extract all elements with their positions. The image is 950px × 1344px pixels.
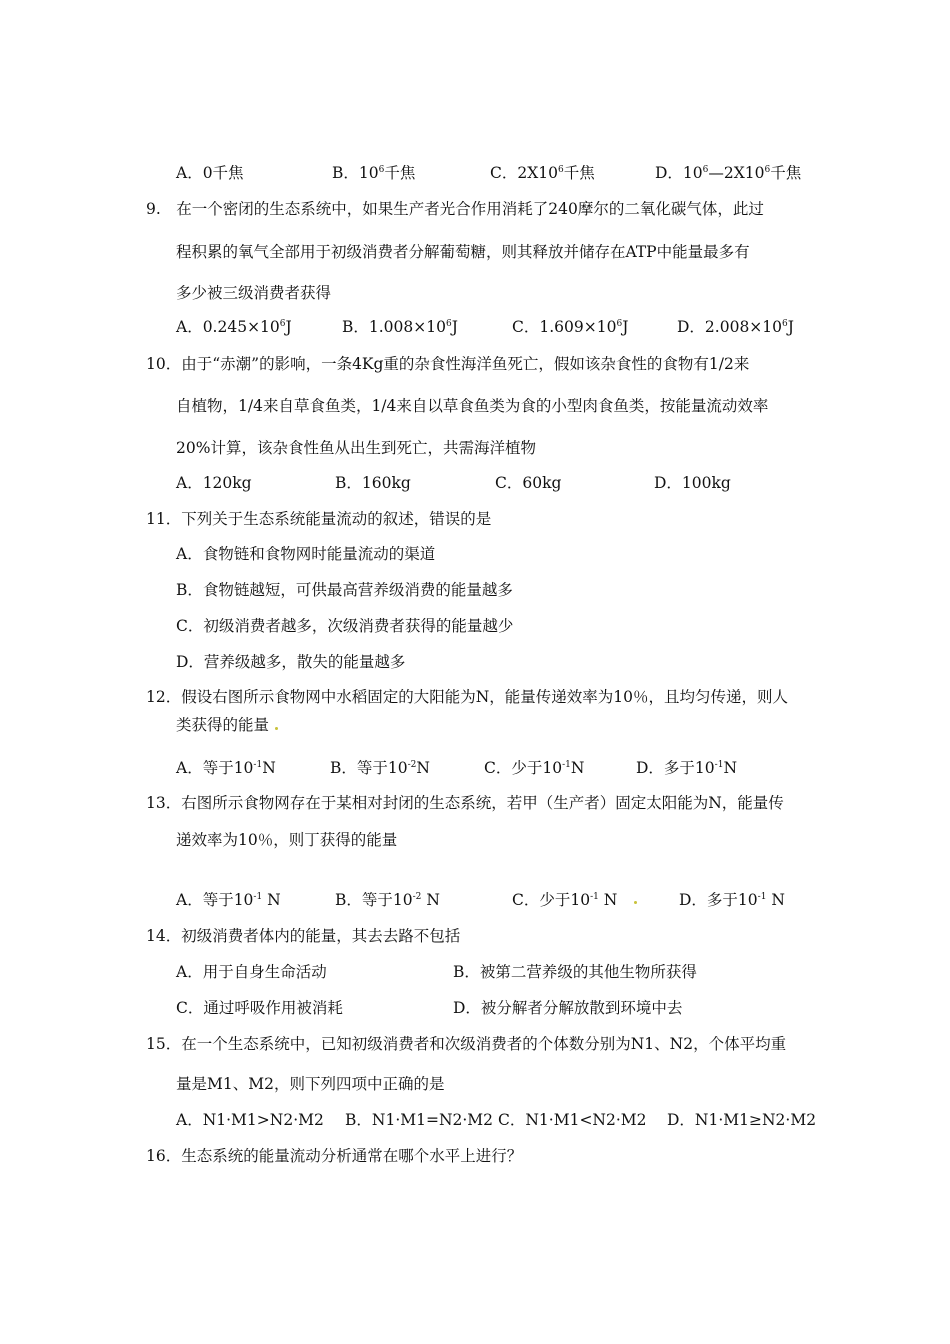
q13-stem-line-2: 递效率为10％，则丁获得的能量 (176, 831, 398, 849)
q9-option-b-unit: J (451, 318, 458, 336)
q9-option-a-text: A．0.245×10 (176, 318, 280, 336)
q10-stem-line-2: 自植物，1/4来自草食鱼类，1/4来自以草食鱼类为食的小型肉食鱼类，按能量流动效率 (176, 397, 769, 415)
q12-option-c-text: C．少于10 (484, 759, 563, 777)
q11-stem: 11．下列关于生态系统能量流动的叙述，错误的是 (146, 510, 492, 528)
q9-stem-line-1: 9. 在一个密闭的生态系统中，如果生产者光合作用消耗了240摩尔的二氧化碳气体，此过 (146, 200, 764, 218)
q12-option-a-unit: N (262, 759, 276, 777)
scan-speck (275, 727, 278, 730)
q8-option-d-unit: 千焦 (770, 164, 802, 182)
q12-stem-line-2: 类获得的能量 (176, 716, 270, 734)
q14-option-a: A．用于自身生命活动 (176, 963, 327, 981)
q14-stem: 14．初级消费者体内的能量，其去去路不包括 (146, 927, 461, 945)
q10-stem-line-1: 10．由于“赤潮”的影响，一条4Kg重的杂食性海洋鱼死亡，假如该杂食性的食物有1/2来 (146, 355, 750, 373)
q13-option-b-exp: -2 (412, 892, 422, 902)
q9-option-a-unit: J (285, 318, 292, 336)
q11-option-a: A．食物链和食物网时能量流动的渠道 (176, 545, 436, 563)
q13-option-a-unit: N (262, 891, 281, 909)
q9-option-d-unit: J (787, 318, 794, 336)
q12-stem-line-1: 12．假设右图所示食物网中水稻固定的大阳能为N，能量传递效率为10％，且均匀传递，则人 (146, 688, 789, 706)
q8-option-b-text: B．10 (332, 164, 379, 182)
q12-option-c (484, 758, 584, 778)
q13-option-c-unit: N (598, 891, 618, 909)
q13-option-a (176, 890, 281, 910)
q8-option-d-text: D．10 (655, 164, 703, 182)
q10-option-b: B．160kg (335, 474, 411, 492)
q9-option-d-text: D．2.008×10 (677, 318, 783, 336)
q13-option-d-unit: N (766, 891, 785, 909)
q15-stem-line-2: 量是M1、M2，则下列四项中正确的是 (176, 1075, 445, 1093)
q13-option-a-text: A．等于10 (176, 891, 254, 909)
q9-option-d (677, 317, 794, 337)
q9-option-c-exp: 6 (616, 319, 623, 329)
q9-stem-line-3: 多少被三级消费者获得 (176, 284, 332, 302)
q12-option-b-text: B．等于10 (330, 759, 408, 777)
q8-option-b-exp: 6 (378, 165, 385, 175)
q9-option-c-unit: J (622, 318, 629, 336)
q8-option-c-unit: 千焦 (563, 164, 595, 182)
q13-option-b-text: B．等于10 (335, 891, 413, 909)
q8-option-b (332, 163, 415, 183)
q15-option-c: C．N1·M1<N2·M2 (498, 1111, 647, 1129)
q9-stem-line-2: 程积累的氧气全部用于初级消费者分解葡萄糖，则其释放并储存在ATP中能量最多有 (176, 243, 750, 261)
q16-stem: 16．生态系统的能量流动分析通常在哪个水平上进行？ (146, 1147, 523, 1165)
q11-option-d: D．营养级越多，散失的能量越多 (176, 653, 406, 671)
q13-option-b-unit: N (421, 891, 440, 909)
q9-option-b (342, 317, 458, 337)
q12-option-d (636, 758, 737, 778)
q8-option-d-exp1: 6 (702, 165, 709, 175)
q12-option-a (176, 758, 276, 778)
q12-option-c-exp: -1 (562, 760, 571, 770)
q12-option-b-exp: -2 (407, 760, 417, 770)
q11-option-b: B．食物链越短，可供最高营养级消费的能量越多 (176, 581, 513, 599)
q8-option-c-exp: 6 (557, 165, 564, 175)
q14-option-b: B．被第二营养级的其他生物所获得 (453, 963, 697, 981)
q15-option-a: A．N1·M1>N2·M2 (176, 1111, 324, 1129)
q13-stem-line-1: 13．右图所示食物网存在于某相对封闭的生态系统，若甲（生产者）固定太阳能为N，能量传 (146, 794, 784, 812)
q10-stem-line-3: 20%计算，该杂食性鱼从出生到死亡，共需海洋植物 (176, 439, 536, 457)
q13-option-d (679, 890, 785, 910)
q12-option-a-exp: -1 (253, 760, 263, 770)
q12-option-a-text: A．等于10 (176, 759, 254, 777)
q8-option-c-text: C．2X10 (490, 164, 558, 182)
q9-option-a-exp: 6 (279, 319, 286, 329)
q9-option-c (512, 317, 628, 337)
q15-option-b: B．N1·M1=N2·M2 (345, 1111, 494, 1129)
q10-option-d: D．100kg (654, 474, 731, 492)
q9-option-b-exp: 6 (445, 319, 452, 329)
q8-option-d-exp2: 6 (764, 165, 771, 175)
q15-option-d: D．N1·M1≥N2·M2 (667, 1111, 817, 1129)
q11-option-c: C．初级消费者越多，次级消费者获得的能量越少 (176, 617, 514, 635)
q12-option-d-exp: -1 (714, 760, 724, 770)
q9-option-b-text: B．1.008×10 (342, 318, 446, 336)
q13-option-d-text: D．多于10 (679, 891, 758, 909)
q13-option-c (512, 890, 617, 910)
q13-option-a-exp: -1 (253, 892, 263, 902)
q13-option-d-exp: -1 (757, 892, 767, 902)
scan-speck (634, 901, 637, 904)
q9-option-a (176, 317, 292, 337)
q12-option-b-unit: N (416, 759, 430, 777)
q8-option-d (655, 163, 801, 183)
q10-option-a: A．120kg (176, 474, 252, 492)
q13-option-b (335, 890, 440, 910)
q12-option-b (330, 758, 430, 778)
q12-option-c-unit: N (570, 759, 585, 777)
q12-option-d-text: D．多于10 (636, 759, 715, 777)
q8-option-c (490, 163, 595, 183)
q8-option-a: A．0千焦 (176, 164, 244, 182)
q9-option-d-exp: 6 (782, 319, 788, 329)
q13-option-c-text: C．少于10 (512, 891, 591, 909)
q13-option-c-exp: -1 (590, 892, 599, 902)
q9-option-c-text: C．1.609×10 (512, 318, 617, 336)
q14-option-c: C．通过呼吸作用被消耗 (176, 999, 343, 1017)
q12-option-d-unit: N (723, 759, 737, 777)
q8-option-d-mid: —2X10 (708, 164, 765, 182)
q14-option-d: D．被分解者分解放散到环境中去 (453, 999, 683, 1017)
q10-option-c: C．60kg (495, 474, 562, 492)
q15-stem-line-1: 15．在一个生态系统中，已知初级消费者和次级消费者的个体数分别为N1、N2，个体平均重 (146, 1035, 787, 1053)
q8-option-b-unit: 千焦 (384, 164, 416, 182)
